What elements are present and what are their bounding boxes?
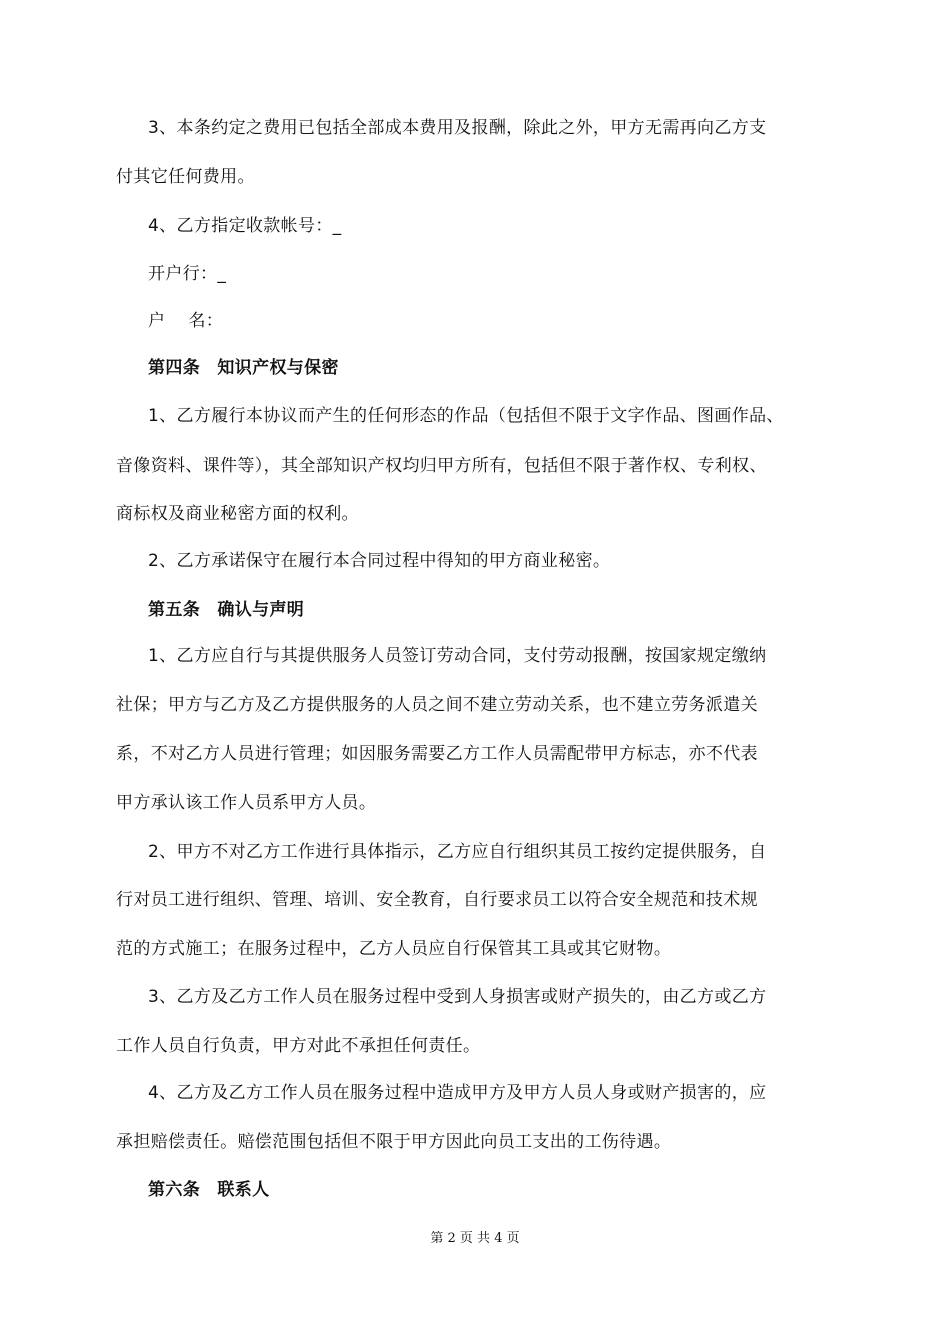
clause3-account-name: 户 名： <box>148 311 224 331</box>
page-footer: 第 2 页 共 4 页 <box>430 1231 520 1246</box>
clause5-item1-line1: 1、乙方应自行与其提供服务人员签订劳动合同，支付劳动报酬，按国家规定缴纳 <box>148 646 767 666</box>
clause5-item4-line2: 承担赔偿责任。赔偿范围包括但不限于甲方因此向员工支出的工伤待遇。 <box>116 1132 672 1152</box>
clause5-item1-line2: 社保；甲方与乙方及乙方提供服务的人员之间不建立劳动关系，也不建立劳务派遣关 <box>116 695 758 715</box>
clause4-item2: 2、乙方承诺保守在履行本合同过程中得知的甲方商业秘密。 <box>148 551 611 571</box>
clause5-item2-line1: 2、甲方不对乙方工作进行具体指示，乙方应自行组织其员工按约定提供服务，自 <box>148 842 767 862</box>
clause4-item1-line3: 商标权及商业秘密方面的权利。 <box>116 504 359 524</box>
clause3-item4: 4、乙方指定收款帐号：_ <box>148 216 342 236</box>
clause5-item3-line2: 工作人员自行负责，甲方对此不承担任何责任。 <box>116 1036 481 1056</box>
clause4-item1-line2: 音像资料、课件等），其全部知识产权均归甲方所有，包括但不限于著作权、专利权、 <box>116 456 767 476</box>
clause4-item1-line1: 1、乙方履行本协议而产生的任何形态的作品（包括但不限于文字作品、图画作品、 <box>148 406 784 426</box>
clause3-item3-line1: 3、本条约定之费用已包括全部成本费用及报酬，除此之外，甲方无需再向乙方支 <box>148 118 767 138</box>
clause5-item1-line4: 甲方承认该工作人员系甲方人员。 <box>116 793 377 813</box>
clause5-item4-line1: 4、乙方及乙方工作人员在服务过程中造成甲方及甲方人员人身或财产损害的，应 <box>148 1083 767 1103</box>
clause4-title: 第四条 知识产权与保密 <box>148 358 339 378</box>
clause3-bank: 开户行：_ <box>148 264 227 284</box>
clause5-item2-line2: 行对员工进行组织、管理、培训、安全教育，自行要求员工以符合安全规范和技术规 <box>116 890 758 910</box>
clause6-title: 第六条 联系人 <box>148 1180 270 1200</box>
clause5-item2-line3: 范的方式施工；在服务过程中，乙方人员应自行保管其工具或其它财物。 <box>116 939 672 959</box>
clause3-item3-line2: 付其它任何费用。 <box>116 167 255 187</box>
clause5-item1-line3: 系，不对乙方人员进行管理；如因服务需要乙方工作人员需配带甲方标志，亦不代表 <box>116 744 758 764</box>
clause5-item3-line1: 3、乙方及乙方工作人员在服务过程中受到人身损害或财产损失的，由乙方或乙方 <box>148 987 767 1007</box>
clause5-title: 第五条 确认与声明 <box>148 600 305 620</box>
